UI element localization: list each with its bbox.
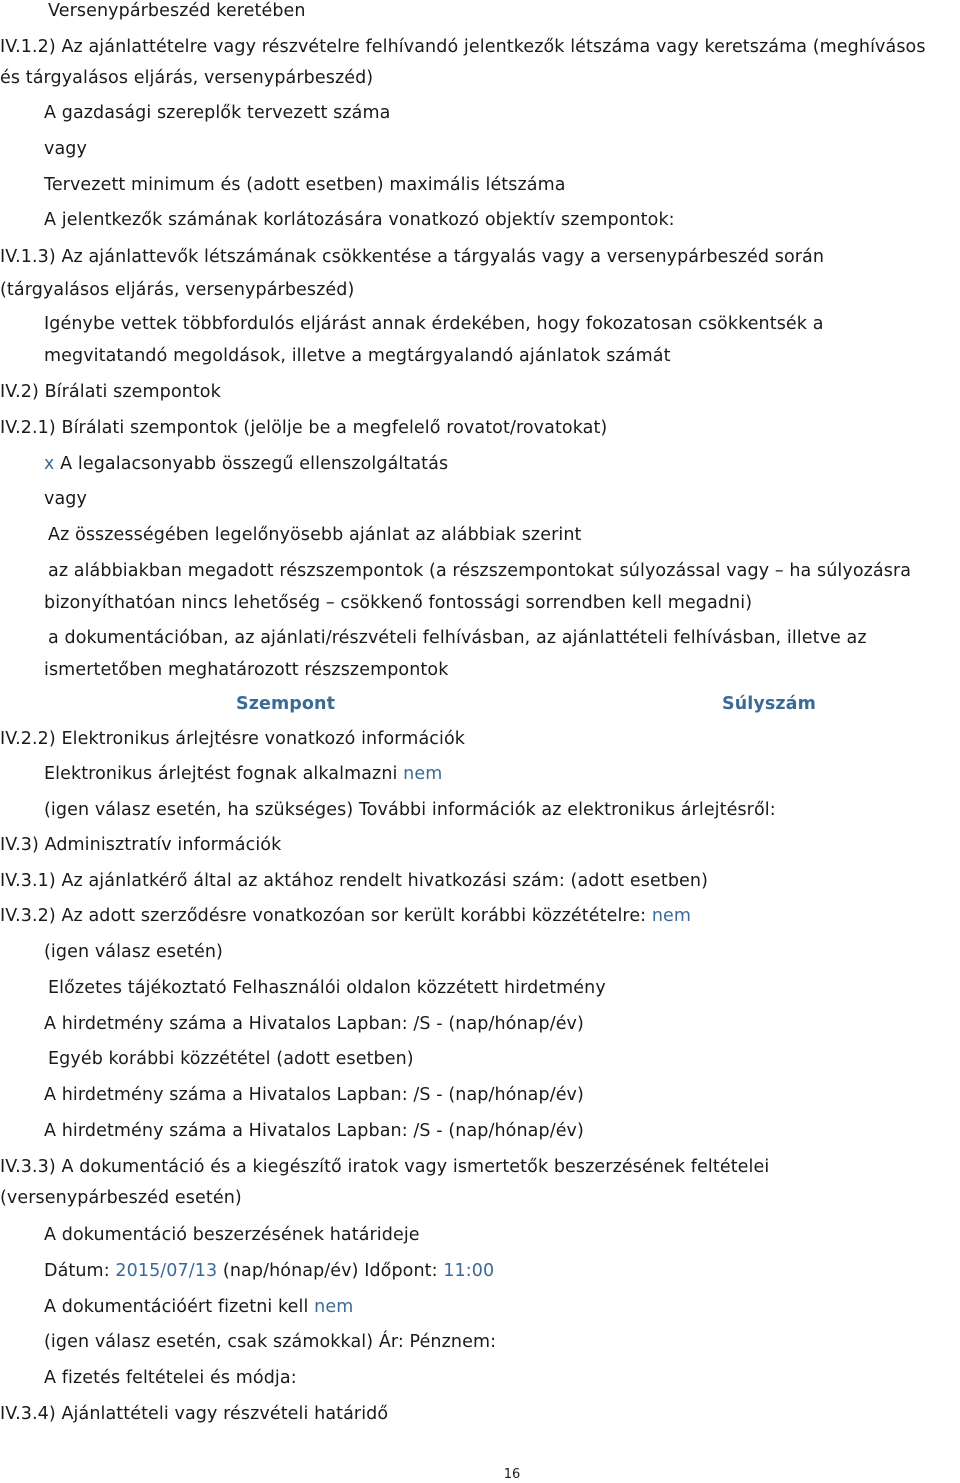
- section-heading-iv-2-1: IV.2.1) Bírálati szempontok (jelölje be a megfelelő rovatot/rovatokat): [0, 418, 608, 438]
- date-value: 2015/07/13: [115, 1261, 218, 1281]
- criterion-lowest-price: A legalacsonyabb összegű ellenszolgáltatás: [60, 454, 449, 474]
- text-line: Igénybe vettek többfordulós eljárást annak érdekében, hogy fokozatosan csökkentsék a: [44, 314, 824, 334]
- text-line: [44, 763, 442, 785]
- answer-value: nem: [651, 906, 692, 926]
- text-line: [44, 1260, 494, 1282]
- text-line: A jelentkezők számának korlátozására vonatkozó objektív szempontok:: [44, 210, 675, 230]
- text-line: A gazdasági szereplők tervezett száma: [44, 103, 391, 123]
- section-heading-iv-3-4: IV.3.4) Ajánlattételi vagy részvételi határidő: [0, 1404, 389, 1424]
- text-line: ismertetőben meghatározott részszempontok: [44, 660, 449, 680]
- text-line: [44, 1296, 353, 1318]
- text-line: [44, 453, 448, 475]
- checked-mark: x: [44, 454, 55, 474]
- text-line: megvitatandó megoldások, illetve a megtárgyalandó ajánlatok számát: [44, 346, 671, 366]
- text-line: (igen válasz esetén, ha szükséges) További információk az elektronikus árlejtésről:: [44, 800, 776, 820]
- text-line: A dokumentáció beszerzésének határideje: [44, 1225, 420, 1245]
- section-heading-iv-3-1: IV.3.1) Az ajánlatkérő által az aktához rendelt hivatkozási szám: (adott esetben): [0, 871, 709, 891]
- page-number: 16: [503, 1467, 521, 1482]
- text-line: A hirdetmény száma a Hivatalos Lapban: /S - (nap/hónap/év): [44, 1014, 584, 1034]
- text-line: A hirdetmény száma a Hivatalos Lapban: /S - (nap/hónap/év): [44, 1085, 584, 1105]
- text-line: Tervezett minimum és (adott esetben) maximális létszáma: [44, 175, 566, 195]
- text-label: IV.3.2) Az adott szerződésre vonatkozóan sor került korábbi közzétételre:: [0, 906, 647, 926]
- section-heading-iv-2: IV.2) Bírálati szempontok: [0, 382, 221, 402]
- text-line: bizonyíthatóan nincs lehetőség – csökkenő fontossági sorrendben kell megadni): [44, 593, 753, 613]
- answer-value: nem: [314, 1297, 354, 1317]
- section-heading-iv-3-3: IV.3.3) A dokumentáció és a kiegészítő iratok vagy ismertetők beszerzésének feltételei: [0, 1157, 770, 1177]
- text-label: A dokumentációért fizetni kell: [44, 1297, 309, 1317]
- section-heading-iv-3: IV.3) Adminisztratív információk: [0, 835, 282, 855]
- section-heading-iv-1-3: IV.1.3) Az ajánlattevők létszámának csökkentése a tárgyalás vagy a versenypárbeszéd során: [0, 247, 825, 267]
- column-header-szempont: Szempont: [236, 694, 336, 714]
- text-line: és tárgyalásos eljárás, versenypárbeszéd): [0, 68, 374, 88]
- text-line: (versenypárbeszéd esetén): [0, 1188, 242, 1208]
- text-line: vagy: [44, 489, 87, 509]
- time-value: 11:00: [443, 1261, 495, 1281]
- text-line: az alábbiakban megadott részszempontok (a részszempontokat súlyozással vagy – ha súlyozásra: [48, 561, 912, 581]
- text-line: Az összességében legelőnyösebb ajánlat az alábbiak szerint: [48, 525, 582, 545]
- text-line: (igen válasz esetén): [44, 942, 223, 962]
- text-line: A hirdetmény száma a Hivatalos Lapban: /S - (nap/hónap/év): [44, 1121, 584, 1141]
- text-label: Elektronikus árlejtést fognak alkalmazni: [44, 764, 398, 784]
- answer-value: nem: [403, 764, 443, 784]
- section-heading-iv-3-2: [0, 905, 691, 927]
- text-line: Előzetes tájékoztató Felhasználói oldalon közzétett hirdetmény: [48, 978, 606, 998]
- text-line: a dokumentációban, az ajánlati/részvételi felhívásban, az ajánlattételi felhívásban, illetve az: [48, 628, 867, 648]
- text-line: (igen válasz esetén, csak számokkal) Ár: Pénznem:: [44, 1332, 497, 1352]
- text-line: (tárgyalásos eljárás, versenypárbeszéd): [0, 280, 355, 300]
- text-label: (nap/hónap/év) Időpont:: [222, 1261, 438, 1281]
- text-label: Dátum:: [44, 1261, 110, 1281]
- column-header-sulyszam: Súlyszám: [722, 694, 816, 714]
- text-line: vagy: [44, 139, 87, 159]
- text-line: Versenypárbeszéd keretében: [48, 1, 306, 21]
- section-heading-iv-2-2: IV.2.2) Elektronikus árlejtésre vonatkozó információk: [0, 729, 465, 749]
- text-line: A fizetés feltételei és módja:: [44, 1368, 297, 1388]
- section-heading-iv-1-2: IV.1.2) Az ajánlattételre vagy részvételre felhívandó jelentkezők létszáma vagy keretszáma (meghívásos: [0, 37, 926, 57]
- text-line: Egyéb korábbi közzététel (adott esetben): [48, 1049, 414, 1069]
